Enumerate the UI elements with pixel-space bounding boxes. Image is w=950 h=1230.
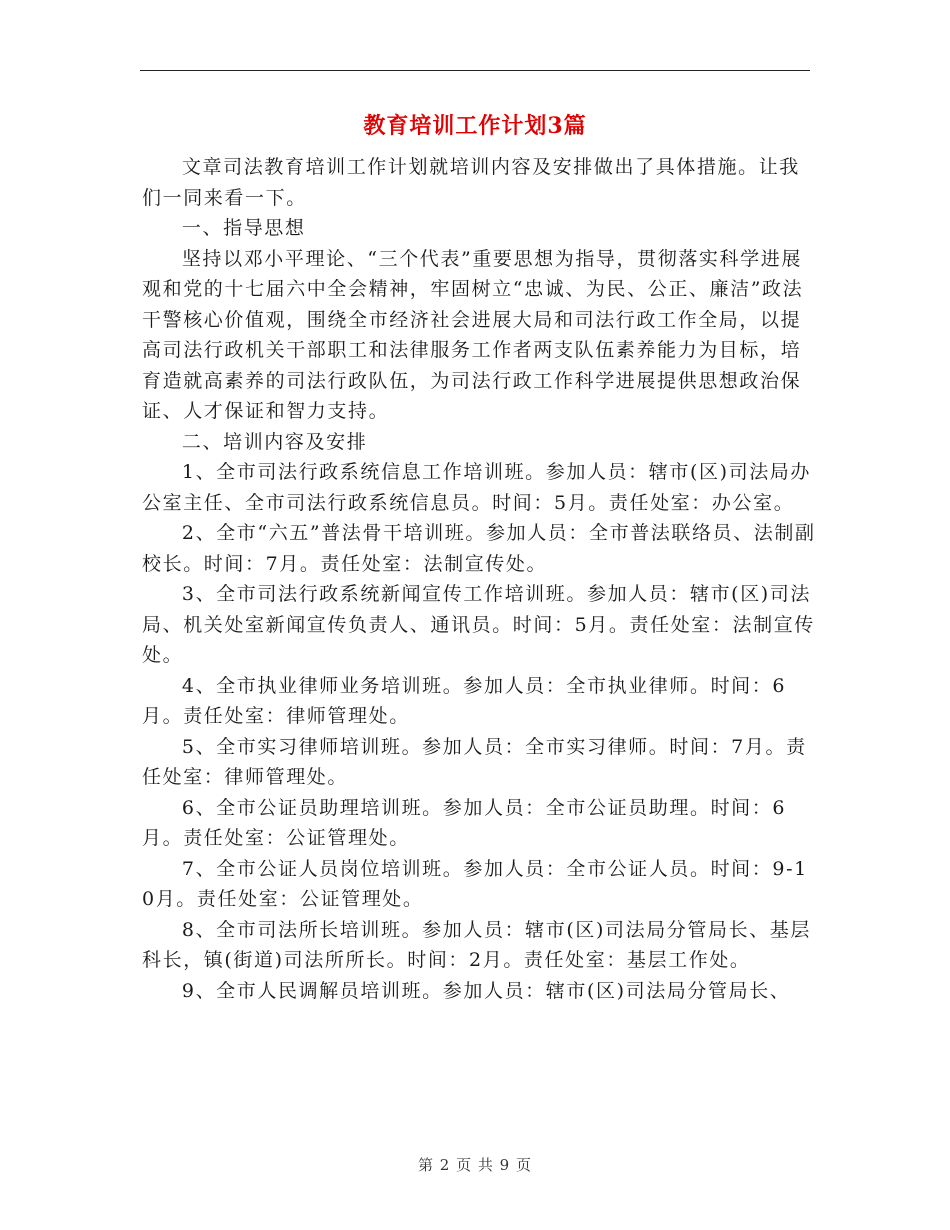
document-body (142, 152, 818, 1006)
list-item-training-8: 8、全市司法所长培训班。参加人员：辖市(区)司法局分管局长、基层科长，镇(街道)司法所所长。时间：2月。责任处室：基层工作处。 (142, 918, 812, 971)
list-item-training-4: 4、全市执业律师业务培训班。参加人员：全市执业律师。时间：6月。责任处室：律师管理处。 (142, 674, 787, 727)
list-item-training-2: 2、全市“六五”普法骨干培训班。参加人员：全市普法联络员、法制副校长。时间：7月。责任处室：法制宣传处。 (142, 522, 816, 575)
list-item-training-5: 5、全市实习律师培训班。参加人员：全市实习律师。时间：7月。责任处室：律师管理处。 (142, 735, 807, 788)
section-heading-training-content: 二、培训内容及安排 (181, 430, 368, 453)
document-title: 教育培训工作计划3篇 (363, 113, 587, 139)
page-number-footer: 第 2 页 共 9 页 (418, 1156, 532, 1174)
list-item-training-3: 3、全市司法行政系统新闻宣传工作培训班。参加人员：辖市(区)司法局、机关处室新闻宣传负责人、通讯员。时间：5月。责任处室：法制宣传处。 (142, 583, 815, 666)
paragraph-guiding-thought: 坚持以邓小平理论、“三个代表”重要思想为指导，贯彻落实科学进展观和党的十七届六中全会精神，牢固树立“忠诚、为民、公正、廉洁”政法干警核心价值观，围绕全市经济社会进展大局和司法行政工作全局，以提高司法行政机关干部职工和法律服务工作者两支队伍素养能力为目标，培育造就高素养的司法行政队伍，为司法行政工作科学进展提供思想政治保证、人才保证和智力支持。 (142, 247, 804, 422)
paragraph-intro: 文章司法教育培训工作计划就培训内容及安排做出了具体措施。让我们一同来看一下。 (142, 156, 800, 209)
list-item-training-1: 1、全市司法行政系统信息工作培训班。参加人员：辖市(区)司法局办公室主任、全市司法行政系统信息员。时间：5月。责任处室：办公室。 (142, 461, 812, 514)
section-heading-guiding-thought: 一、指导思想 (181, 217, 306, 239)
header-rule (140, 70, 810, 71)
list-item-training-9: 9、全市人民调解员培训班。参加人员：辖市(区)司法局分管局长、 (181, 979, 791, 1002)
list-item-training-6: 6、全市公证员助理培训班。参加人员：全市公证员助理。时间：6月。责任处室：公证管理处。 (142, 796, 787, 849)
list-item-training-7: 7、全市公证人员岗位培训班。参加人员：全市公证人员。时间：9-10月。责任处室：公证管理处。 (142, 857, 808, 910)
